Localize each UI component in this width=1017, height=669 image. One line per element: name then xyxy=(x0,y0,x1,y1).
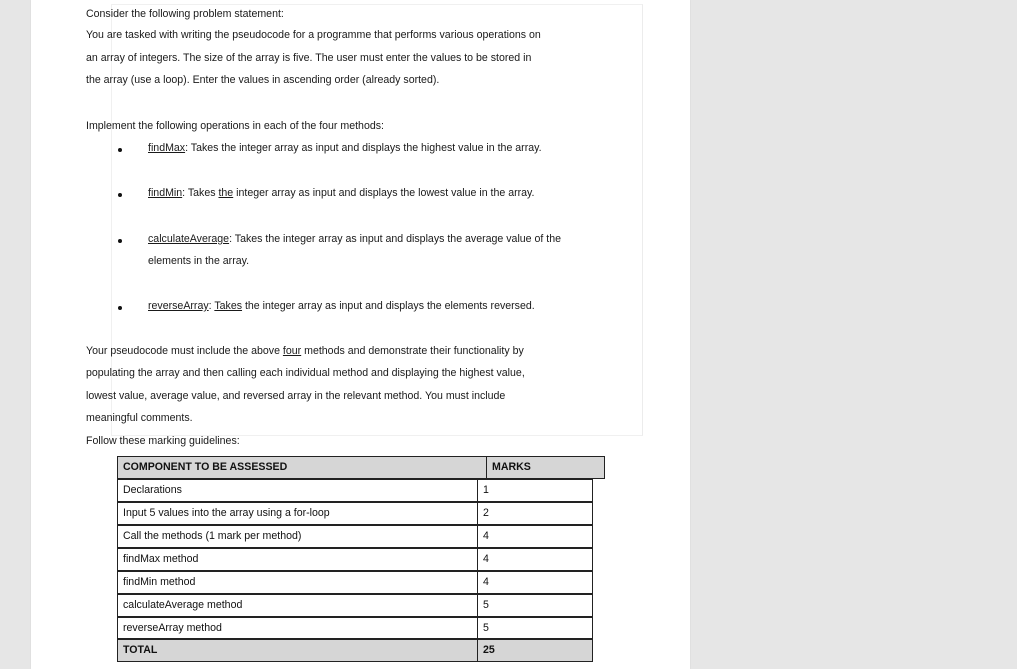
method-desc: : xyxy=(208,300,215,312)
requirements-line-3: lowest value, average value, and reversed array in the relevant method. You must include xyxy=(86,390,506,402)
table-row-marks: 4 xyxy=(477,571,593,594)
requirements-line-1 xyxy=(86,344,524,358)
method-findmax xyxy=(148,141,542,155)
bullet-icon xyxy=(118,148,122,152)
table-row-component: reverseArray method xyxy=(117,617,478,639)
method-desc: the integer array as input and displays the elements reversed. xyxy=(242,300,535,312)
method-findmin xyxy=(148,186,535,200)
table-row-marks: 2 xyxy=(477,502,593,525)
method-name: reverseArray xyxy=(148,300,209,312)
intro-line-2: You are tasked with writing the pseudocode for a programme that performs various operations on xyxy=(86,29,541,41)
table-row-component: Input 5 values into the array using a for-loop xyxy=(117,502,478,525)
table-row-component: Call the methods (1 mark per method) xyxy=(117,525,478,548)
table-header-component: COMPONENT TO BE ASSESSED xyxy=(117,456,487,479)
method-name: findMin xyxy=(148,187,183,199)
table-row-marks: 4 xyxy=(477,548,593,571)
intro-line-3: an array of integers. The size of the array is five. The user must enter the values to be stored in xyxy=(86,52,532,64)
table-header-marks: MARKS xyxy=(486,456,605,479)
method-desc: : Takes xyxy=(182,187,219,199)
method-desc-underlined: Takes xyxy=(214,300,243,312)
method-reversearray xyxy=(148,299,535,313)
requirements-line-2: populating the array and then calling each individual method and displaying the highest value, xyxy=(86,367,525,379)
method-desc: : Takes the integer array as input and displays the average value of the xyxy=(229,233,562,245)
intro-line-1: Consider the following problem statement: xyxy=(86,8,284,20)
marking-label: Follow these marking guidelines: xyxy=(86,435,240,447)
requirements-text: methods and demonstrate their functionality by xyxy=(301,345,524,357)
table-row-marks: 5 xyxy=(477,617,593,639)
implement-label: Implement the following operations in each of the four methods: xyxy=(86,120,384,132)
table-row-marks: 4 xyxy=(477,525,593,548)
bullet-icon xyxy=(118,239,122,243)
method-name: findMax xyxy=(148,142,186,154)
method-calculateaverage-line-2: elements in the array. xyxy=(148,255,250,267)
bullet-icon xyxy=(118,306,122,310)
method-calculateaverage xyxy=(148,232,561,246)
table-row-component: calculateAverage method xyxy=(117,594,478,617)
bullet-icon xyxy=(118,193,122,197)
table-row-component: findMax method xyxy=(117,548,478,571)
table-total-label: TOTAL xyxy=(117,639,478,662)
requirements-text: Your pseudocode must include the above xyxy=(86,345,283,357)
method-desc-underlined: the xyxy=(218,187,234,199)
requirements-underlined: four xyxy=(282,345,302,357)
requirements-line-4: meaningful comments. xyxy=(86,412,193,424)
table-row-marks: 5 xyxy=(477,594,593,617)
method-desc: integer array as input and displays the lowest value in the array. xyxy=(233,187,535,199)
table-row-component: Declarations xyxy=(117,479,478,502)
table-total-marks: 25 xyxy=(477,639,593,662)
intro-line-4: the array (use a loop). Enter the values in ascending order (already sorted). xyxy=(86,74,440,86)
method-desc: : Takes the integer array as input and displays the highest value in the array. xyxy=(185,142,542,154)
table-row-marks: 1 xyxy=(477,479,593,502)
table-row-component: findMin method xyxy=(117,571,478,594)
method-name: calculateAverage xyxy=(148,233,230,245)
